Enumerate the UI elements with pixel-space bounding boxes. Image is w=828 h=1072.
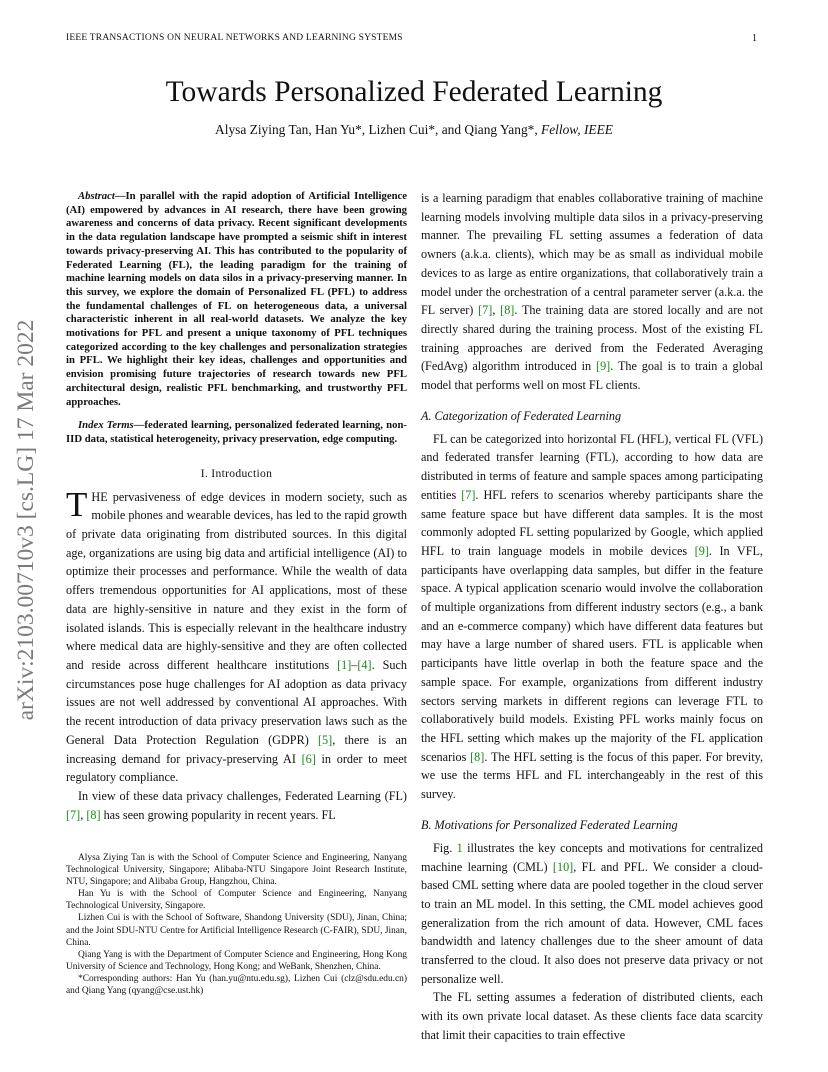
intro-p2-text: has seen growing popularity in recent years. FL bbox=[100, 807, 336, 822]
citation-link[interactable]: [6] bbox=[301, 751, 316, 766]
citation-link[interactable]: [9] bbox=[596, 359, 611, 374]
citation-link[interactable]: [4] bbox=[357, 657, 372, 672]
footnotes bbox=[66, 852, 407, 997]
comma: , bbox=[492, 303, 501, 318]
intro-p1-text: in order to meet regulatory compliance. bbox=[66, 751, 408, 785]
dropcap: T bbox=[66, 484, 88, 524]
body-text: . The goal is to train a global model that performs well on most FL clients. bbox=[421, 359, 764, 393]
footnote: Alysa Ziying Tan is with the School of Computer Science and Engineering, Nanyang Technological University, Singapore; Alibaba-NTU Singapore Joint Research Institute, NTU, Singapore; and Alibaba Group, Hangzhou, China. bbox=[66, 853, 407, 888]
intro-paragraph-2 bbox=[66, 787, 407, 824]
section-b-heading: B. Motivations for Personalized Federated Learning bbox=[421, 817, 678, 832]
arxiv-sidebar: arXiv:2103.00710v3 [cs.LG] 17 Mar 2022 bbox=[13, 319, 39, 721]
author-names: Alysa Ziying Tan, Han Yu*, Lizhen Cui*, and Qiang Yang*, bbox=[215, 122, 538, 137]
body-text: . The training data are stored locally and are not directly shared during the training process. Most of the existing FL training approaches are derived from the Federated Averaging (FedAvg) algorithm introduced in bbox=[421, 303, 763, 374]
figure-link[interactable]: 1 bbox=[456, 840, 463, 855]
citation-link[interactable]: [8] bbox=[86, 807, 101, 822]
dash: – bbox=[351, 657, 358, 672]
footnote: Han Yu is with the School of Computer Science and Engineering, Nanyang Technological University, Singapore. bbox=[66, 889, 407, 912]
comma: , bbox=[80, 807, 87, 822]
right-column bbox=[421, 189, 763, 1045]
body-text: . The HFL setting is the focus of this paper. For brevity, we use the terms HFL and FL interchangeably in the rest of this survey. bbox=[421, 749, 763, 802]
intro-p2-text: In view of these data privacy challenges, Federated Learning (FL) bbox=[78, 788, 407, 803]
intro-p1-text: . Such circumstances pose huge challenges for AI adoption as data privacy issues are not well addressed by conventional AI approaches. With the recent introduction of data privacy preservation laws such as the General Data Protection Regulation (GDPR) bbox=[66, 657, 408, 747]
intro-p1-text: , there is an increasing demand for privacy-preserving AI bbox=[66, 732, 407, 766]
footnote: Lizhen Cui is with the School of Software, Shandong University (SDU), Jinan, China; and the Joint SDU-NTU Centre for Artificial Intelligence Research (C-FAIR), SDU, Jinan, China. bbox=[66, 913, 407, 948]
paper-title: Towards Personalized Federated Learning bbox=[165, 76, 663, 108]
body-text: illustrates the key concepts and motivations for centralized machine learning (CML) bbox=[421, 840, 763, 874]
index-terms-lead: Index Terms bbox=[78, 419, 134, 432]
citation-link[interactable]: [7] bbox=[461, 487, 476, 502]
author-line bbox=[0, 122, 828, 138]
fl-paragraph bbox=[421, 189, 763, 395]
section-b-paragraph-2: The FL setting assumes a federation of distributed clients, each with its own private local dataset. As these clients face data scarcity that limit their capacities to train effective bbox=[421, 990, 763, 1042]
left-column bbox=[66, 190, 407, 824]
body-text: . HFL refers to scenarios whereby participants share the same feature space but have different data samples. It is the most commonly adopted FL setting popularized by Google, which applied HFL to train language models in mobile devices bbox=[421, 487, 763, 558]
section-a-paragraph bbox=[421, 430, 763, 804]
section-b-paragraph bbox=[421, 839, 763, 989]
citation-link[interactable]: [7] bbox=[66, 807, 81, 822]
body-text: Fig. bbox=[433, 840, 457, 855]
journal-header: IEEE TRANSACTIONS ON NEURAL NETWORKS AND LEARNING SYSTEMS bbox=[66, 33, 403, 43]
intro-p1-text: HE pervasiveness of edge devices in modern society, such as mobile phones and wearable devices, has led to the rapid growth of private data originating from distributed sources. In this digital age, organizations are using big data and artificial intelligence (AI) to optimize their processes and performance. While the wealth of data offers tremendous opportunities for AI applications, most of these data are highly-sensitive in nature and they exist in the form of isolated islands. This is especially relevant in the healthcare industry where medical data are highly-sensitive and they are often collected and reside across different healthcare institutions bbox=[66, 489, 407, 672]
footnote: Qiang Yang is with the Department of Computer Science and Engineering, Hong Kong University of Science and Technology, Hong Kong; and WeBank, Shenzhen, China. bbox=[66, 949, 407, 972]
abstract bbox=[66, 190, 407, 409]
body-text: . In VFL, participants have overlapping data samples, but differ in the feature space. A typical application scenario would involve the collaboration of multiple organizations from different industry sectors (e.g., a bank and an e-commerce company) which have different data features but may have a large number of shared users. FTL is applicable when participants have little overlap in both the feature space and the sample space. For example, organizations from different industry sectors serving markets in different regions can leverage FTL to collaboratively build models. Existing PFL works mainly focus on the HFL setting which makes up the majority of the FL application scenarios bbox=[421, 543, 763, 764]
citation-link[interactable]: [5] bbox=[318, 732, 333, 747]
author-fellow: Fellow, IEEE bbox=[541, 122, 613, 137]
body-text: is a learning paradigm that enables collaborative training of machine learning models involving multiple data silos in a privacy-preserving manner. The prevailing FL setting assumes a federation of data owners (a.k.a. clients), which may be as small as individual mobile devices to as large as entire organizations, that collaboratively train a model under the orchestration of a central parameter server (a.k.a. the FL server) bbox=[421, 191, 763, 318]
abstract-lead: Abstract bbox=[78, 190, 115, 202]
intro-paragraph-1 bbox=[66, 484, 408, 787]
intro-heading: I. Introduction bbox=[200, 466, 273, 480]
page-number: 1 bbox=[752, 33, 757, 44]
citation-link[interactable]: [8] bbox=[470, 749, 485, 764]
citation-link[interactable]: [1] bbox=[337, 657, 352, 672]
index-terms bbox=[66, 419, 407, 446]
citation-link[interactable]: [7] bbox=[478, 303, 493, 318]
footnote: *Corresponding authors: Han Yu (han.yu@ntu.edu.sg), Lizhen Cui (clz@sdu.edu.cn) and Qiang Yang (qyang@cse.ust.hk) bbox=[66, 973, 407, 997]
body-text: , FL and PFL. We consider a cloud-based CML setting where data are pooled together in the cloud server to train an ML model. In this setting, the CML model achieves good generalization from the rich amount of data. However, CML faces bandwidth and latency challenges due to the sheer amount of data transferred to the cloud. It also does not preserve data privacy or not personalize well. bbox=[421, 859, 763, 986]
citation-link[interactable]: [10] bbox=[552, 859, 574, 874]
section-a-heading: A. Categorization of Federated Learning bbox=[421, 408, 622, 423]
abstract-text: —In parallel with the rapid adoption of Artificial Intelligence (AI) empowered by advances in AI research, there have been growing awareness and concerns of data privacy. Recent significant developments in the data regulation landscape have prompted a seismic shift in interest towards privacy-preserving AI. This has contributed to the popularity of Federated Learning (FL), the leading paradigm for the training of machine learning models on data silos in a privacy-preserving manner. In this survey, we explore the domain of Personalized FL (PFL) to address the fundamental challenges of FL on heterogeneous data, a universal characteristic inherent in all real-world datasets. We analyze the key motivations for PFL and present a unique taxonomy of PFL techniques categorized according to the key challenges and personalization strategies in PFL. We highlight their key ideas, challenges and opportunities and envision promising future trajectories of research towards new PFL architectural design, realistic PFL benchmarking, and trustworthy PFL approaches. bbox=[66, 190, 407, 408]
index-terms-text: —federated learning, personalized federated learning, non-IID data, statistical heterogeneity, privacy preservation, edge computing. bbox=[66, 419, 407, 445]
body-text: FL can be categorized into horizontal FL (HFL), vertical FL (VFL) and federated transfer learning (FTL), according to how data are distributed in terms of feature and sample spaces among participating entities bbox=[421, 431, 763, 502]
citation-link[interactable]: [9] bbox=[694, 543, 709, 558]
citation-link[interactable]: [8] bbox=[500, 303, 515, 318]
